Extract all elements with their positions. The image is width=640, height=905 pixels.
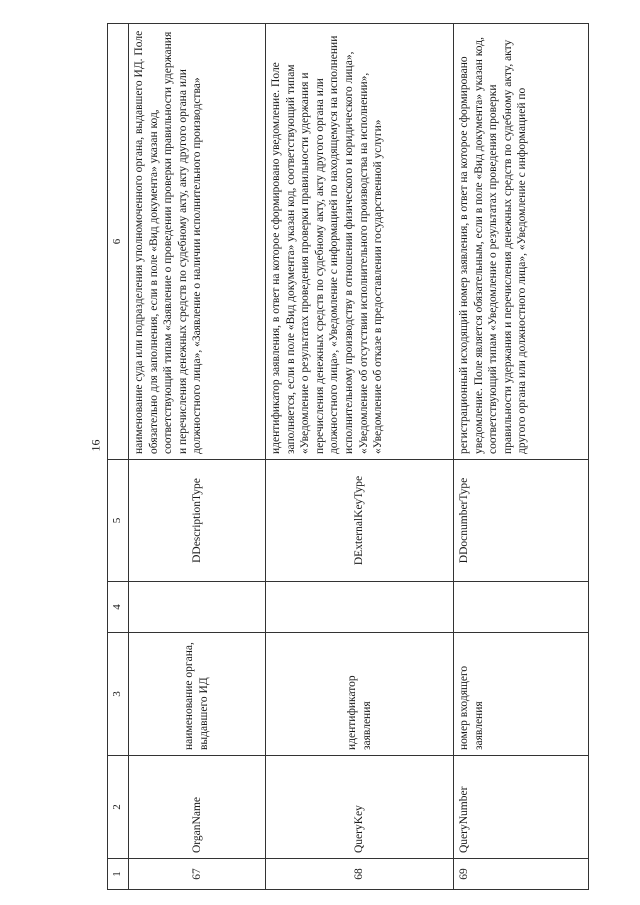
element-required [454,582,589,633]
element-name: QueryNumber [454,756,589,859]
rotated-table-container [107,30,587,890]
col-header-4: 4 [108,582,129,633]
note-text: регистрационный исходящий номер заявления, в ответ на которое сформировано уведомление. Поле является обязательным, если в поле «Вид документа» указан код, соответствующий типам «Уведомление о результатах проведения проверки правильности удержания и перечисления денежных средств по судебному акту, акту другого органа или должностного лица», «Уведомление с информацией по [458,37,529,454]
element-description: наименование органа, выдавшего ИД [129,633,266,756]
element-description: идентификатор заявления [266,633,454,756]
row-number: 69 [454,859,589,890]
element-name: QueryKey [266,756,454,859]
row-number: 68 [266,859,454,890]
element-note [454,24,589,460]
row-number: 67 [129,859,266,890]
note-text: идентификатор заявления, в ответ на которое сформировано уведомление. Поле заполняется, если в поле «Вид документа» указан код, соответствующий типам «Уведомление о результатах проведения проверки правильности удержания и перечисления денежных средств по судебному акту, акту другого органа или должностного лица», «Уведомление с информацией по находящемуся на исполнении исполнительному производству в отношении физического и юридического лица», «Уведомление об отсутствии исполнительного производства на исполнении», «Уведомление об отказе в предоставлении государственной услуги» [270,35,385,454]
note-text: наименование суда или подразделения уполномоченного органа, выдавшего ИД. Поле обязательно для заполнения, если в поле «Вид документа» указан код, соответствующий типам «Заявление о проведении проверки правильности удержания и перечисления денежных средств по судебному акту, акту другого органа или должностного лица», «Заявление о наличии исполнительного производства» [133,30,204,454]
table-row [129,24,266,890]
element-required [129,582,266,633]
col-header-1: 1 [108,859,129,890]
table-row [266,24,454,890]
element-note [129,24,266,460]
col-header-5: 5 [108,460,129,582]
header-row [108,24,129,890]
element-description: номер входящего заявления [454,633,589,756]
element-type: DDescriptionType [129,460,266,582]
element-type: DDocnumberType [454,460,589,582]
col-header-3: 3 [108,633,129,756]
fields-table [107,23,589,890]
element-required [266,582,454,633]
col-header-6: 6 [108,24,129,460]
element-type: DExternalKeyType [266,460,454,582]
col-header-2: 2 [108,756,129,859]
table-row [454,24,589,890]
element-note [266,24,454,460]
page-number: 16 [88,439,103,452]
element-name: OrganName [129,756,266,859]
